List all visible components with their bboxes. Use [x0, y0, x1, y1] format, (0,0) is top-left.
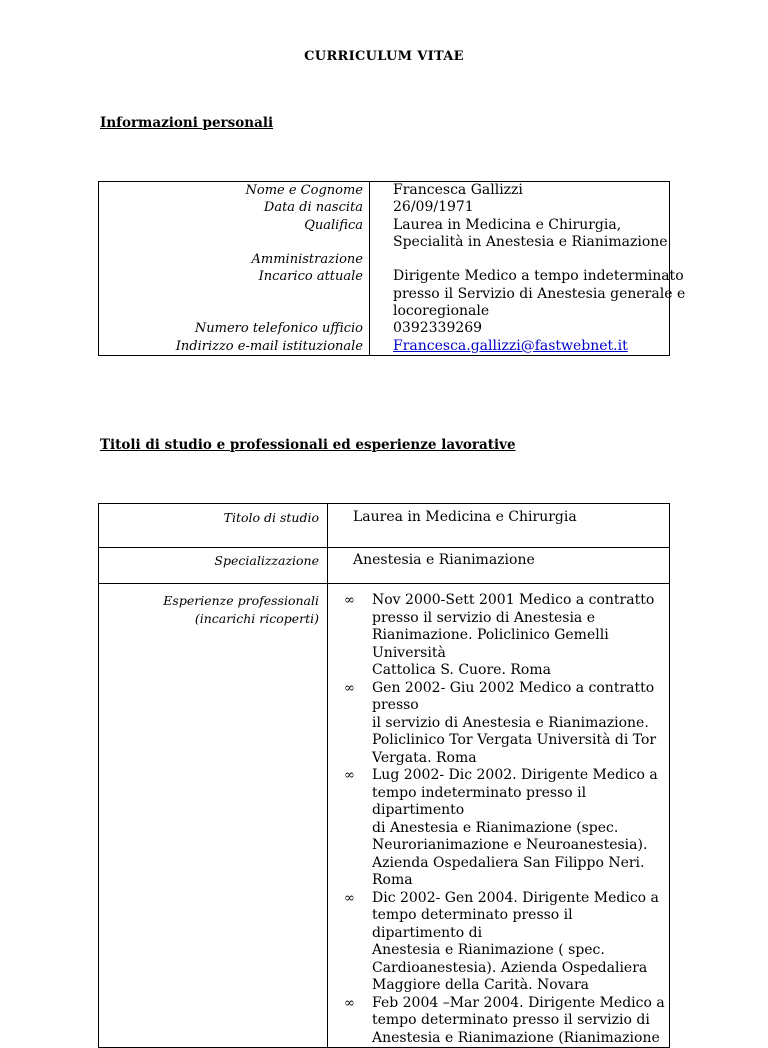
- infinity-bullet-icon: ∞: [344, 680, 355, 696]
- label-birth: Data di nascita: [263, 200, 363, 216]
- experience-item: [344, 889, 669, 995]
- experience-line: Feb 2004 –Mar 2004. Dirigente Medico a: [372, 994, 665, 1011]
- experience-line: Azienda Ospedaliera San Filippo Neri. Roma: [372, 854, 645, 888]
- label-email: Indirizzo e-mail istituzionale: [175, 338, 363, 354]
- infinity-bullet-icon: ∞: [344, 995, 355, 1011]
- infinity-bullet-icon: ∞: [344, 890, 355, 906]
- experience-list-cell: [328, 584, 670, 1048]
- value-specialization: Anestesia e Rianimazione: [328, 548, 670, 584]
- experience-item: [344, 767, 669, 890]
- experience-line: tempo determinato presso il dipartimento di: [372, 907, 573, 941]
- experience-line: tempo determinato presso il servizio di: [372, 1012, 650, 1028]
- label-qualification: Qualifica: [304, 217, 363, 233]
- value-birth: 26/09/1971: [393, 199, 474, 216]
- experience-line: Gen 2002- Giu 2002 Medico a contratto presso: [372, 679, 655, 713]
- label-experience-line1: Esperienze professionali: [163, 593, 319, 608]
- experience-item: [344, 994, 669, 1048]
- studies-table: [98, 503, 670, 1048]
- value-phone: 0392339269: [393, 320, 483, 337]
- label-experience-cell: [99, 584, 328, 1048]
- value-role-line2: presso il Servizio di Anestesia generale e: [393, 285, 686, 302]
- infinity-bullet-icon: ∞: [344, 768, 355, 783]
- value-qualification-line2: Specialità in Anestesia e Rianimazione: [393, 233, 668, 250]
- experience-line: presso il servizio di Anestesia e: [372, 609, 596, 626]
- label-name: Nome e Cognome: [245, 183, 363, 198]
- value-role-line1: Dirigente Medico a tempo indeterminato: [393, 268, 684, 285]
- label-role: Incarico attuale: [258, 269, 363, 285]
- value-name: Francesca Gallizzi: [393, 182, 523, 198]
- email-link[interactable]: Francesca.gallizzi@fastwebnet.it: [393, 337, 628, 354]
- experience-line: di Anestesia e Rianimazione (spec.: [372, 819, 619, 836]
- infinity-bullet-icon: ∞: [344, 593, 355, 608]
- label-specialization: Specializzazione: [99, 548, 328, 584]
- value-qualification-line1: Laurea in Medicina e Chirurgia,: [393, 216, 622, 233]
- experience-line: Nov 2000-Sett 2001 Medico a contratto: [372, 592, 655, 608]
- experience-line: Cardioanestesia). Azienda Ospedaliera: [372, 959, 648, 976]
- document-title: CURRICULUM VITAE: [304, 49, 464, 64]
- section-heading-studies: Titoli di studio e professionali ed esperienze lavorative: [100, 437, 516, 453]
- section-heading-personal: Informazioni personali: [100, 115, 274, 131]
- experience-line: Vergata. Roma: [372, 749, 477, 766]
- experience-line: tempo indeterminato presso il dipartimento: [372, 784, 587, 818]
- experience-line: Anestesia e Rianimazione ( spec.: [372, 942, 605, 958]
- experience-list: [344, 592, 669, 1047]
- personal-values-cell: [370, 182, 686, 356]
- value-role-line3: locoregionale: [393, 303, 490, 320]
- label-experience-line2: (incarichi ricoperti): [194, 610, 319, 626]
- experience-line: Rianimazione. Policlinico Gemelli Università: [372, 627, 609, 661]
- value-study-title: Laurea in Medicina e Chirurgia: [328, 504, 670, 548]
- experience-item: [344, 592, 669, 680]
- label-study-title: Titolo di studio: [99, 504, 328, 548]
- experience-line: Neurorianimazione e Neuroanestesia).: [372, 837, 648, 853]
- label-phone: Numero telefonico ufficio: [194, 321, 363, 337]
- experience-line: Lug 2002- Dic 2002. Dirigente Medico a: [372, 767, 658, 783]
- experience-item: [344, 679, 669, 768]
- experience-line: Anestesia e Rianimazione (Rianimazione: [372, 1029, 660, 1046]
- experience-line: Dic 2002- Gen 2004. Dirigente Medico a: [372, 889, 659, 906]
- experience-line: Policlinico Tor Vergata Università di Tor: [372, 732, 657, 748]
- personal-info-table: [98, 181, 686, 356]
- personal-labels-cell: [99, 182, 370, 356]
- experience-line: il servizio di Anestesia e Rianimazione.: [372, 714, 649, 731]
- label-administration: Amministrazione: [251, 252, 363, 268]
- experience-line: Maggiore della Carità. Novara: [372, 977, 590, 993]
- experience-line: Cattolica S. Cuore. Roma: [372, 662, 551, 678]
